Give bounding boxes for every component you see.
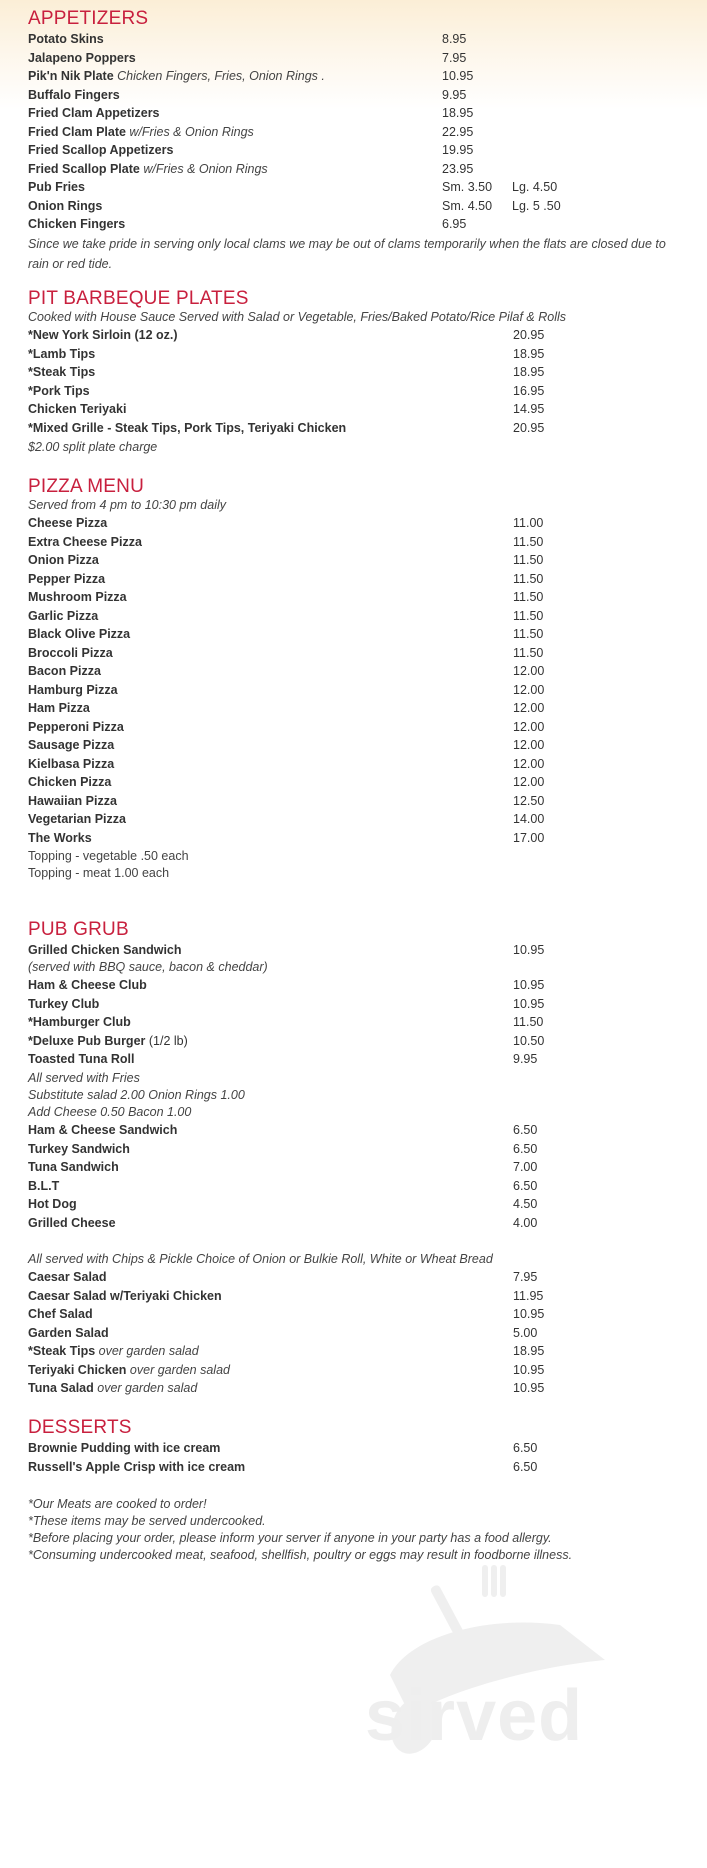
item-price: Sm. 4.50 <box>442 198 493 213</box>
menu-item <box>28 513 688 533</box>
item-name: The Works <box>28 830 92 845</box>
item-price: 7.95 <box>513 1270 538 1284</box>
desserts-title: DESSERTS <box>28 1417 132 1438</box>
watermark <box>365 1555 670 1770</box>
item-price: 6.95 <box>442 217 467 231</box>
menu-item <box>28 381 688 401</box>
item-name: Turkey Sandwich <box>28 1141 130 1156</box>
menu-item <box>28 1323 688 1343</box>
item-name: Grilled Chicken Sandwich <box>28 943 182 957</box>
item-price: 18.95 <box>513 346 545 361</box>
item-price: 11.50 <box>513 627 544 641</box>
appetizers-title: APPETIZERS <box>28 8 149 29</box>
menu-item <box>28 214 688 234</box>
item-price: 6.50 <box>513 1178 538 1193</box>
item-price: 12.00 <box>513 682 545 697</box>
item-name: Brownie Pudding with ice cream <box>28 1441 221 1455</box>
item-name: Bacon Pizza <box>28 664 101 678</box>
watermark-text: sirved <box>365 1676 584 1756</box>
item-price: 16.95 <box>513 383 545 398</box>
item-price: 17.00 <box>513 830 545 845</box>
item-name: Chicken Teriyaki <box>28 402 127 416</box>
item-name: Buffalo Fingers <box>28 87 120 102</box>
item-price: 12.00 <box>513 701 545 715</box>
menu-item <box>28 140 688 160</box>
menu-item <box>28 85 688 105</box>
item-price: 11.50 <box>513 645 544 660</box>
item-name: Fried Scallop Plate w/Fries & Onion Rings <box>28 161 268 176</box>
item-name: Chef Salad <box>28 1307 93 1321</box>
menu-item <box>28 1360 688 1380</box>
topping-meat: Topping - meat 1.00 each <box>28 866 170 880</box>
item-price: 10.95 <box>513 978 545 992</box>
menu-item <box>28 975 688 995</box>
item-extra: (1/2 lb) <box>145 1033 188 1048</box>
item-name: Sausage Pizza <box>28 738 115 752</box>
menu-item <box>28 643 688 663</box>
item-name: Kielbasa Pizza <box>28 756 115 771</box>
menu-item <box>28 791 688 811</box>
item-price: 12.00 <box>513 775 545 789</box>
menu-item <box>28 735 688 755</box>
pizza-title: PIZZA MENU <box>28 476 145 497</box>
item-price: 22.95 <box>442 124 474 139</box>
item-price: 4.50 <box>513 1197 538 1211</box>
item-name: Caesar Salad <box>28 1270 107 1284</box>
item-price: 11.00 <box>513 516 544 530</box>
item-price: 10.95 <box>513 996 545 1011</box>
item-description: over garden salad <box>93 1381 198 1395</box>
menu-item <box>28 532 688 552</box>
item-name: Potato Skins <box>28 32 104 46</box>
item-price: 10.95 <box>513 943 545 957</box>
item-name: Fried Clam Appetizers <box>28 106 160 120</box>
item-price: 9.95 <box>442 87 467 102</box>
bbq-subtitle: Cooked with House Sauce Served with Salad or Vegetable, Fries/Baked Potato/Rice Pilaf & Rolls <box>28 310 567 324</box>
item-name: Grilled Cheese <box>28 1215 116 1230</box>
item-price: 12.00 <box>513 756 545 771</box>
pub-note-chips: All served with Chips & Pickle Choice of Onion or Bulkie Roll, White or Wheat Bread <box>28 1252 493 1266</box>
bbq-title: PIT BARBEQUE PLATES <box>28 288 249 309</box>
item-name: Broccoli Pizza <box>28 645 113 660</box>
item-name: Turkey Club <box>28 996 100 1011</box>
menu-item <box>28 661 688 681</box>
item-name: Mushroom Pizza <box>28 590 127 604</box>
menu-item <box>28 1267 688 1287</box>
item-name: Pepper Pizza <box>28 571 106 586</box>
item-price: 12.50 <box>513 793 545 808</box>
item-name: Extra Cheese Pizza <box>28 534 142 549</box>
menu-item <box>28 1012 688 1032</box>
item-name: *New York Sirloin (12 oz.) <box>28 328 178 342</box>
menu-item <box>28 1157 688 1177</box>
item-name: Jalapeno Poppers <box>28 50 136 65</box>
item-name: Fried Scallop Appetizers <box>28 143 174 157</box>
item-description: over garden salad <box>95 1344 199 1358</box>
item-price: 6.50 <box>513 1141 538 1156</box>
item-name: Ham & Cheese Club <box>28 978 147 992</box>
menu-item <box>28 1341 688 1361</box>
item-name: Hawaiian Pizza <box>28 793 117 808</box>
item-name: *Lamb Tips <box>28 346 96 361</box>
item-price: 10.50 <box>513 1033 545 1048</box>
item-price: 10.95 <box>442 69 474 83</box>
item-name: Ham Pizza <box>28 701 90 715</box>
item-price: 11.50 <box>513 571 544 586</box>
item-price: 20.95 <box>513 420 545 435</box>
item-price: 9.95 <box>513 1052 538 1066</box>
item-description: w/Fries & Onion Rings <box>139 161 268 176</box>
menu-item <box>28 1194 688 1214</box>
pub-note-substitute: Substitute salad 2.00 Onion Rings 1.00 <box>28 1088 245 1102</box>
menu-item <box>28 122 688 142</box>
item-price: 20.95 <box>513 328 545 342</box>
item-price: 12.00 <box>513 719 545 734</box>
footer-note: *Before placing your order, please inform your server if anyone in your party has a food allergy. <box>28 1531 552 1545</box>
item-name: Onion Rings <box>28 198 103 213</box>
bbq-note: $2.00 split plate charge <box>28 440 158 454</box>
item-name: *Steak Tips <box>28 365 96 379</box>
menu-item <box>28 717 688 737</box>
menu-item <box>28 418 688 438</box>
menu-item <box>28 587 688 607</box>
item-price: 11.50 <box>513 534 544 549</box>
item-name: Chicken Pizza <box>28 775 112 789</box>
grilled-note: (served with BBQ sauce, bacon & cheddar) <box>28 960 268 974</box>
menu-item <box>28 994 688 1014</box>
item-description: over garden salad <box>126 1362 230 1377</box>
item-description: Chicken Fingers, Fries, Onion Rings . <box>113 69 325 83</box>
menu-item <box>28 1049 688 1069</box>
menu-item <box>28 177 688 197</box>
item-price-large: Lg. 5 .50 <box>512 198 561 213</box>
item-price: 19.95 <box>442 143 474 157</box>
menu-item <box>28 325 688 345</box>
item-name: Cheese Pizza <box>28 516 108 530</box>
item-price: 10.95 <box>513 1362 545 1377</box>
item-name: Pepperoni Pizza <box>28 719 124 734</box>
menu-item <box>28 1031 688 1051</box>
pubgrub-title: PUB GRUB <box>28 919 129 940</box>
item-price: 7.95 <box>442 50 467 65</box>
item-price: 6.50 <box>513 1459 538 1474</box>
item-price: 4.00 <box>513 1215 538 1230</box>
menu-item <box>28 66 688 86</box>
menu-item <box>28 1139 688 1159</box>
menu-item <box>28 1213 688 1233</box>
item-price: 11.50 <box>513 553 544 567</box>
menu-item <box>28 680 688 700</box>
item-price: 8.95 <box>442 32 467 46</box>
pizza-subtitle: Served from 4 pm to 10:30 pm daily <box>28 498 227 512</box>
item-name: *Deluxe Pub Burger (1/2 lb) <box>28 1033 188 1048</box>
menu-item <box>28 624 688 644</box>
item-price: 6.50 <box>513 1441 538 1455</box>
appetizers-note: Since we take pride in serving only local clams we may be out of clams temporarily when the flats are closed due to rain or red tide. <box>28 237 666 271</box>
item-price: 11.50 <box>513 590 544 604</box>
item-price: 5.00 <box>513 1325 538 1340</box>
item-price: 6.50 <box>513 1123 538 1137</box>
menu-item <box>28 1378 688 1398</box>
pub-note-addons: Add Cheese 0.50 Bacon 1.00 <box>28 1105 192 1119</box>
menu-item <box>28 1120 688 1140</box>
item-price: 18.95 <box>442 106 474 120</box>
item-price: 14.95 <box>513 402 545 416</box>
item-price: 10.95 <box>513 1307 545 1321</box>
item-name: Onion Pizza <box>28 553 99 567</box>
item-name: Teriyaki Chicken over garden salad <box>28 1362 230 1377</box>
item-description: w/Fries & Onion Rings <box>125 124 254 139</box>
item-price: 23.95 <box>442 161 474 176</box>
item-name: Pik'n Nik Plate Chicken Fingers, Fries, Onion Rings . <box>28 69 325 83</box>
item-name: Black Olive Pizza <box>28 627 131 641</box>
menu-item <box>28 29 688 49</box>
menu-item <box>28 362 688 382</box>
menu-item <box>28 809 688 829</box>
item-name: Toasted Tuna Roll <box>28 1052 135 1066</box>
menu-item <box>28 569 688 589</box>
item-price: 18.95 <box>513 1344 545 1358</box>
menu-item <box>28 1457 688 1477</box>
item-name: Fried Clam Plate w/Fries & Onion Rings <box>28 124 254 139</box>
item-name: Tuna Sandwich <box>28 1160 119 1174</box>
item-name: Garden Salad <box>28 1325 109 1340</box>
footer-note: *These items may be served undercooked. <box>28 1514 266 1528</box>
footer-note: *Consuming undercooked meat, seafood, shellfish, poultry or eggs may result in foodborne illness. <box>28 1548 573 1562</box>
item-price: 11.95 <box>513 1288 544 1303</box>
menu-item <box>28 48 688 68</box>
menu-item <box>28 698 688 718</box>
item-price: 10.95 <box>513 1381 545 1395</box>
menu-item <box>28 828 688 848</box>
item-name: Ham & Cheese Sandwich <box>28 1123 178 1137</box>
item-price: 11.50 <box>513 1015 544 1029</box>
menu-item <box>28 772 688 792</box>
menu-item <box>28 196 688 216</box>
menu-item <box>28 103 688 123</box>
menu-item <box>28 1176 688 1196</box>
item-name: B.L.T <box>28 1178 60 1193</box>
menu-item <box>28 399 688 419</box>
item-price: 12.00 <box>513 738 545 752</box>
item-price-large: Lg. 4.50 <box>512 180 558 194</box>
item-price: 7.00 <box>513 1160 538 1174</box>
item-name: Russell's Apple Crisp with ice cream <box>28 1459 246 1474</box>
pub-note-fries: All served with Fries <box>28 1071 140 1085</box>
item-name: Hamburg Pizza <box>28 682 118 697</box>
item-price: 11.50 <box>513 608 544 623</box>
item-name: *Hamburger Club <box>28 1015 131 1029</box>
item-name: Hot Dog <box>28 1197 77 1211</box>
item-name: Caesar Salad w/Teriyaki Chicken <box>28 1288 222 1303</box>
item-name: Pub Fries <box>28 180 85 194</box>
item-price: 14.00 <box>513 812 545 826</box>
item-name: Garlic Pizza <box>28 608 99 623</box>
menu-item <box>28 606 688 626</box>
item-name: *Mixed Grille - Steak Tips, Pork Tips, Teriyaki Chicken <box>28 420 347 435</box>
item-price: 12.00 <box>513 664 545 678</box>
menu-item <box>28 159 688 179</box>
menu-item <box>28 344 688 364</box>
item-name: Tuna Salad over garden salad <box>28 1381 198 1395</box>
footer-note: *Our Meats are cooked to order! <box>28 1497 207 1511</box>
menu-item <box>28 550 688 570</box>
menu-item <box>28 1304 688 1324</box>
item-name: Chicken Fingers <box>28 217 126 231</box>
item-price: Sm. 3.50 <box>442 180 493 194</box>
item-name: Vegetarian Pizza <box>28 812 126 826</box>
menu-item <box>28 754 688 774</box>
item-name: *Pork Tips <box>28 383 90 398</box>
menu-item <box>28 1438 688 1458</box>
item-name: *Steak Tips over garden salad <box>28 1344 199 1358</box>
item-price: 18.95 <box>513 365 545 379</box>
topping-vegetable: Topping - vegetable .50 each <box>28 849 189 863</box>
menu-item <box>28 1286 688 1306</box>
